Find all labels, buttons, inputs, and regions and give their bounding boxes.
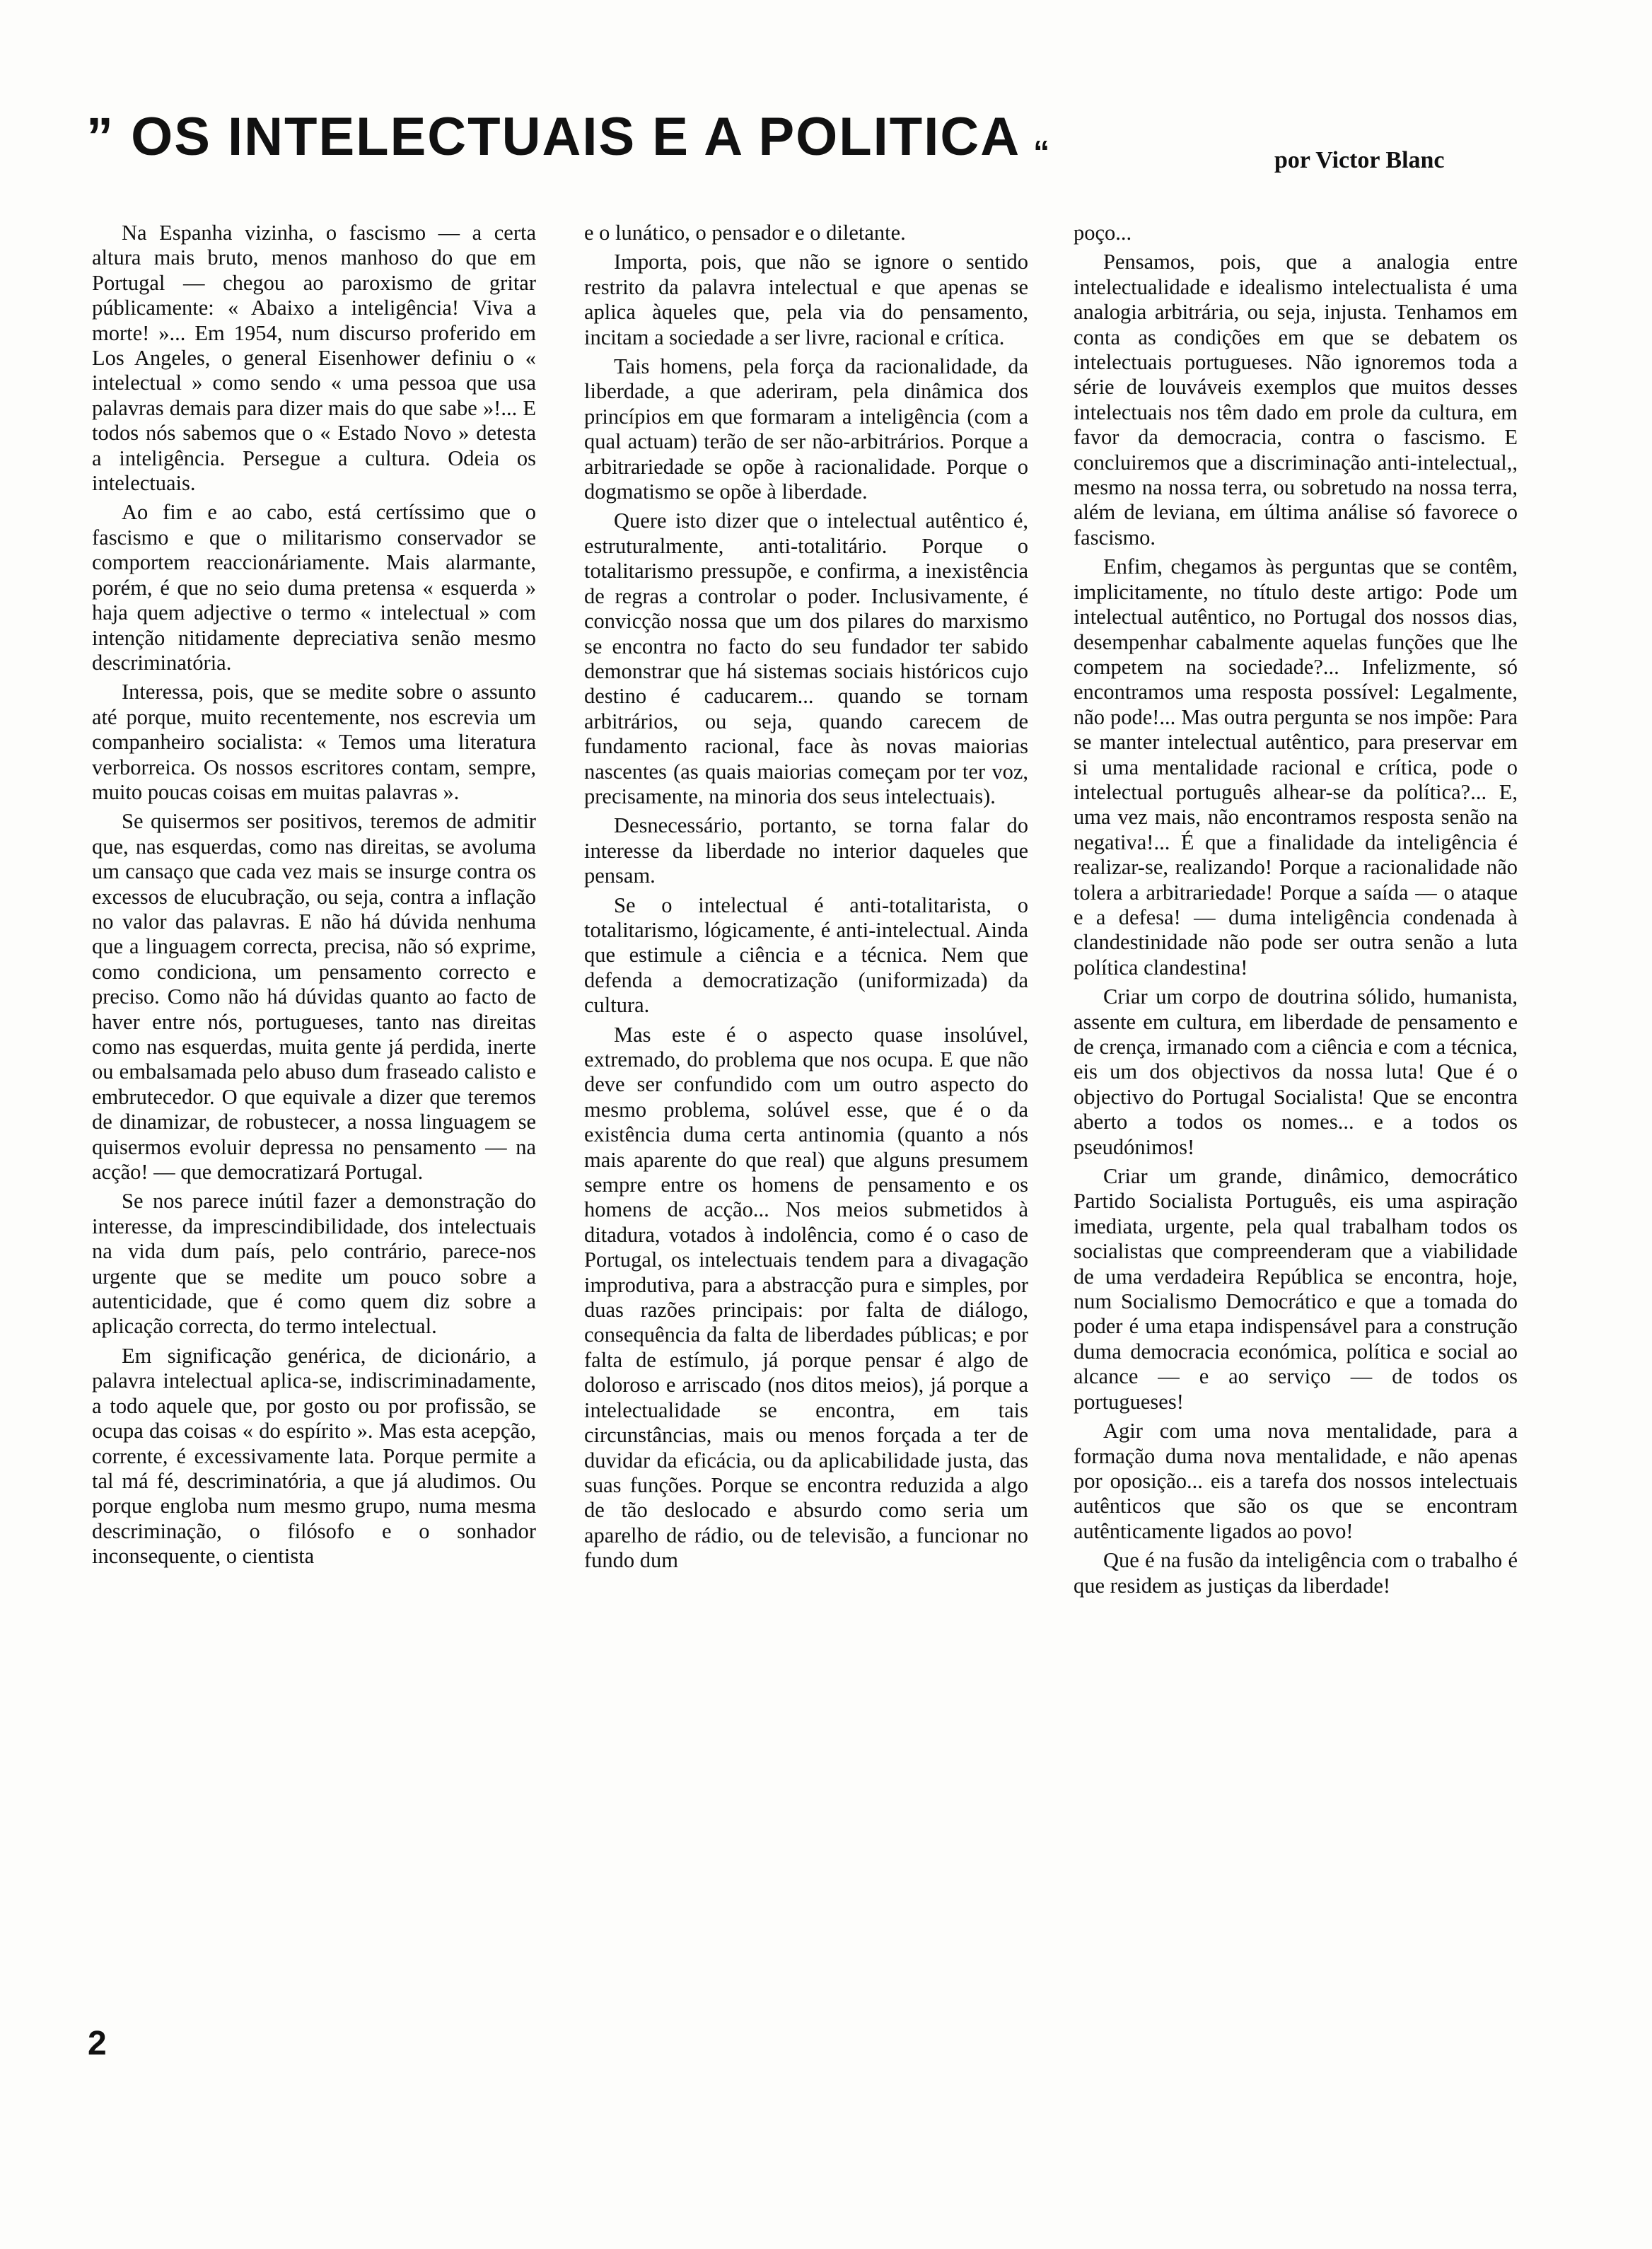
author-byline: por Victor Blanc <box>1274 147 1445 173</box>
paragraph: Desnecessário, portanto, se torna falar do interesse da liberdade no interior daqueles que pensam. <box>584 813 1028 888</box>
paragraph: Criar um grande, dinâmico, democrático Partido Socialista Português, eis uma aspiração imediata, urgente, pela qual trabalham todos os socialistas que compreenderam que a viabilidade de uma verdadeira República se encontra, hoje, num Socialismo Democrático e que a tomada do poder é uma etapa indispensável para a construção duma democracia económica, política e social ao alcance — e ao serviço — de todos os portugueses! <box>1074 1164 1518 1414</box>
paragraph: Tais homens, pela força da racionalidade, da liberdade, a que aderiram, pela dinâmica dos princípios em que formaram a inteligência (com a qual actuam) terão de ser não-arbitrários. Porque a arbitrariedade se opõe à racionalidade. Porque o dogmatismo se opõe à liberdade. <box>584 354 1028 504</box>
paragraph: Ao fim e ao cabo, está certíssimo que o fascismo e que o militarismo conservador se comportem reaccionáriamente. Mais alarmante, porém, é que no seio duma pretensa « esquerda » haja quem adjective o termo « intelectual » com intenção nitidamente depreciativa senão mesmo descriminatória. <box>92 500 536 675</box>
paragraph: Se quisermos ser positivos, teremos de admitir que, nas esquerdas, como nas direitas, se avoluma um cansaço que cada vez mais se insurge contra os excessos de elucubração, ou seja, contra a inflação no valor das palavras. E não há dúvida nenhuma que a linguagem correcta, precisa, não só exprime, como condiciona, um pensamento correcto e preciso. Como não há dúvidas quanto ao facto de haver entre nós, portugueses, tanto nas direitas como nas esquerdas, muita gente já perdida, inerte ou embalsamada pelo abuso dum fraseado calisto e embrutecedor. O que equivale a dizer que teremos de dinamizar, de robustecer, a nossa linguagem se quisermos evoluir depressa no pensamento — na acção! — que democratizará Portugal. <box>92 809 536 1185</box>
paragraph: Em significação genérica, de dicionário, a palavra intelectual aplica-se, indiscriminadamente, a todo aquele que, por gosto ou por profissão, se ocupa das coisas « do espírito ». Mas esta acepção, corrente, é excessivamente lata. Porque permite a tal má fé, descriminatória, a que já aludimos. Ou porque engloba num mesmo grupo, numa mesma descriminação, o filósofo e o sonhador inconsequente, o cientista <box>92 1343 536 1569</box>
paragraph: Se nos parece inútil fazer a demonstração do interesse, da imprescindibilidade, dos intelectuais na vida dum país, pelo contrário, parece-nos urgente que se medite um pouco sobre a autenticidade, que é como quem diz sobre a aplicação correcta, do termo intelectual. <box>92 1189 536 1339</box>
paragraph: Importa, pois, que não se ignore o sentido restrito da palavra intelectual e que apenas se aplica àqueles que, pela via do pensamento, incitam a sociedade a ser livre, racional e crítica. <box>584 250 1028 349</box>
paragraph: Na Espanha vizinha, o fascismo — a certa altura mais bruto, menos manhoso do que em Portugal — chegou ao paroxismo de gritar públicamente: « Abaixo a inteligência! Viva a morte! »... Em 1954, num discurso proferido em Los Angeles, o general Eisenhower definiu o « intelectual » como sendo « uma pessoa que usa palavras demais para dizer mais do que sabe »!... E todos nós sabemos que o « Estado Novo » detesta a inteligência. Persegue a cultura. Odeia os intelectuais. <box>92 221 536 496</box>
paragraph: Que é na fusão da inteligência com o trabalho é que residem as justiças da liberdade! <box>1074 1548 1518 1598</box>
paragraph: Criar um corpo de doutrina sólido, humanista, assente em cultura, em liberdade de pensamento e de crença, irmanado com a ciência e com a técnica, eis um dos objectivos da nossa luta! Que é o objectivo do Portugal Socialista! Que se encontra aberto a todos os nomes... e a todos os pseudónimos! <box>1074 984 1518 1159</box>
paragraph: Pensamos, pois, que a analogia entre intelectualidade e idealismo intelectualista é uma analogia arbitrária, ou seja, injusta. Tenhamos em conta as condições em que se debatem os intelectuais portugueses. Não ignoremos toda a série de louváveis exemplos que muitos desses intelectuais nos têm dado em prole da cultura, em favor da democracia, contra o fascismo. E concluiremos que a discriminação anti-intelectual,, mesmo na nossa terra, ou sobretudo na nossa terra, além de leviana, em última análise só favorece o fascismo. <box>1074 250 1518 550</box>
title-open-quote: ” <box>86 107 115 167</box>
paragraph-continuation: e o lunático, o pensador e o diletante. <box>584 221 906 245</box>
paragraph: Interessa, pois, que se medite sobre o assunto até porque, muito recentemente, nos escrevia um companheiro socialista: « Temos uma literatura verborreica. Os nossos escritores contam, sempre, muito poucas coisas em muitas palavras ». <box>92 680 536 804</box>
title-text: OS INTELECTUAIS E A POLITICA <box>131 107 1021 167</box>
article-title <box>86 106 1051 171</box>
paragraph-continuation: poço... <box>1074 221 1132 245</box>
paragraph: Quere isto dizer que o intelectual autêntico é, estruturalmente, anti-totalitário. Porque o totalitarismo pressupõe, e confirma, a inexistência de regras a controlar o poder. Inclusivamente, é convicção nossa que um dos pilares do marxismo se encontra no facto do seu fundador ter sabido demonstrar que há sistemas sociais históricos cujo destino é caducarem... quando se tornam arbitrários, ou seja, quando carecem de fundamento racional, face às novas maiorias nascentes (as quais maiorias começam por ter voz, precisamente, na minoria dos seus intelectuais). <box>584 509 1028 808</box>
paragraph: Se o intelectual é anti-totalitarista, o totalitarismo, lógicamente, é anti-intelectual. Ainda que estimule a ciência e a técnica. Nem que defenda a democratização (uniformizada) da cultura. <box>584 893 1028 1018</box>
text-column-3 <box>1074 221 1518 1603</box>
paragraph: Mas este é o aspecto quase insolúvel, extremado, do problema que nos ocupa. E que não deve ser confundido com um outro aspecto do mesmo problema, solúvel esse, que é o da existência duma certa antinomia (quanto a nós mais aparente do que real) que alguns presumem sempre entre os homens de pensamento e os homens de acção... Nos meios submetidos à ditadura, votados à indolência, como é o caso de Portugal, os intelectuais tendem para a divagação improdutiva, para a abstracção pura e simples, por duas razões principais: por falta de diálogo, consequência da falta de liberdades públicas; e por falta de estímulo, já porque pensar é algo de doloroso e arriscado (nos ditos meios), já porque a intelectualidade se encontra, em tais circunstâncias, mais ou menos forçada a ter de duvidar da eficácia, ou da aplicabilidade justa, das suas funções. Porque se encontra reduzida a algo de tão deslocado e absurdo como seria um aparelho de rádio, ou de televisão, a funcionar no fundo dum <box>584 1022 1028 1573</box>
page-number: 2 <box>88 2025 107 2062</box>
paragraph: Agir com uma nova mentalidade, para a formação duma nova mentalidade, e não apenas por oposição... eis a tarefa dos nossos intelectuais autênticos que são os que se encontram autênticamente ligados ao povo! <box>1074 1419 1518 1543</box>
paragraph: Enfim, chegamos às perguntas que se contêm, implicitamente, no título deste artigo: Pode um intelectual autêntico, no Portugal dos nossos dias, desempenhar cabalmente aquelas funções que lhe competem na sociedade?... Infelizmente, só encontramos uma resposta possível: Legalmente, não pode!... Mas outra pergunta se nos impõe: Para se manter intelectual autêntico, para preservar em si uma mentalidade racional e crítica, pode o intelectual português alhear-se da política?... E, uma vez mais, não encontramos resposta senão na negativa!... É que a finalidade da inteligência é realizar-se, realizando! Porque a racionalidade não tolera a arbitrariedade! Porque a saída — o ataque e a defesa! — duma inteligência condenada à clandestinidade não pode ser outra senão a luta política clandestina! <box>1074 554 1518 980</box>
text-column-1 <box>92 221 536 1574</box>
text-column-2 <box>584 221 1028 1578</box>
title-close-quote: “ <box>1033 134 1052 170</box>
